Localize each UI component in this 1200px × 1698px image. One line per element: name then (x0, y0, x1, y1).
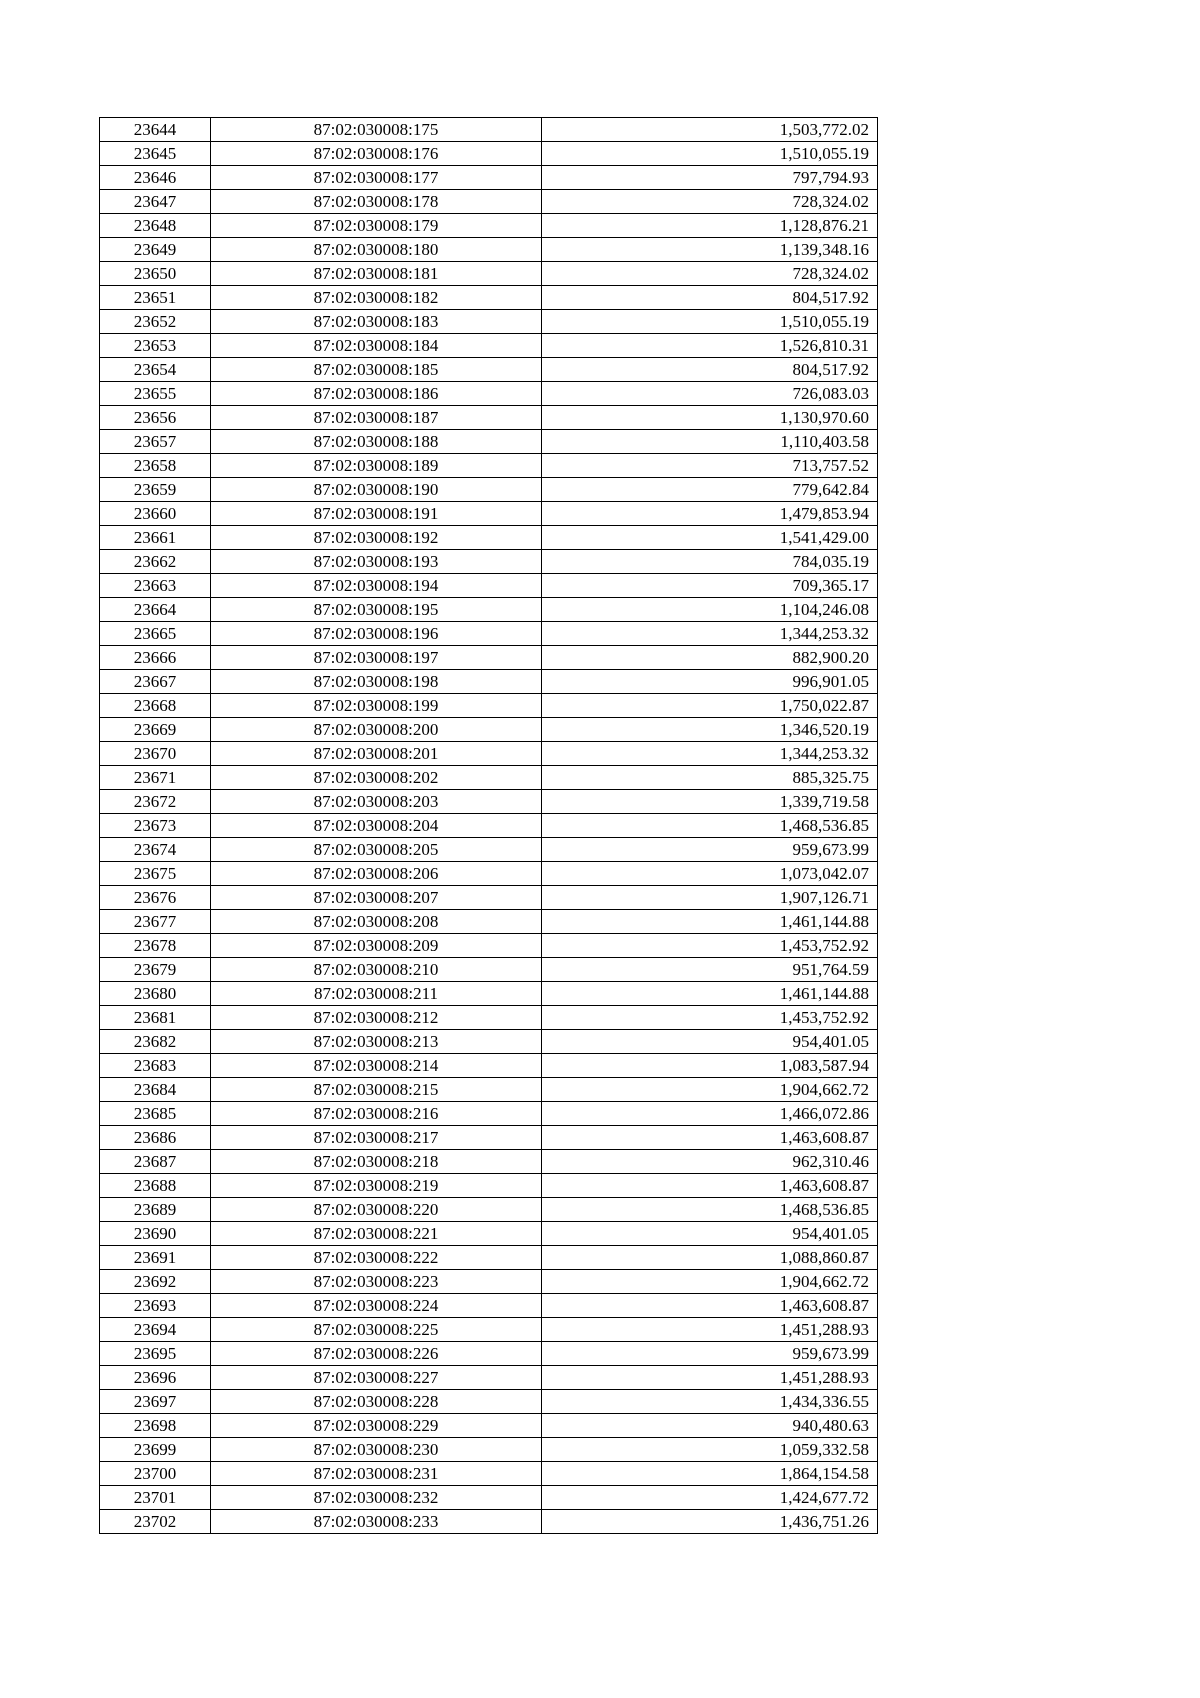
cadastral-number-cell: 87:02:030008:227 (211, 1366, 542, 1390)
row-number-cell: 23661 (100, 526, 211, 550)
table-row (100, 382, 878, 406)
row-number-cell: 23649 (100, 238, 211, 262)
table-row (100, 742, 878, 766)
cadastral-number-cell: 87:02:030008:187 (211, 406, 542, 430)
cadastral-number-cell: 87:02:030008:225 (211, 1318, 542, 1342)
table-row (100, 910, 878, 934)
cadastral-number-cell: 87:02:030008:178 (211, 190, 542, 214)
table-body (100, 118, 878, 1534)
table-row (100, 502, 878, 526)
row-number-cell: 23681 (100, 1006, 211, 1030)
value-cell: 1,541,429.00 (542, 526, 878, 550)
value-cell: 1,436,751.26 (542, 1510, 878, 1534)
cadastral-number-cell: 87:02:030008:198 (211, 670, 542, 694)
table-row (100, 1318, 878, 1342)
table-row (100, 1462, 878, 1486)
cadastral-number-cell: 87:02:030008:195 (211, 598, 542, 622)
table-row (100, 358, 878, 382)
row-number-cell: 23659 (100, 478, 211, 502)
value-cell: 709,365.17 (542, 574, 878, 598)
table-row (100, 1150, 878, 1174)
cadastral-number-cell: 87:02:030008:175 (211, 118, 542, 142)
row-number-cell: 23655 (100, 382, 211, 406)
value-cell: 1,479,853.94 (542, 502, 878, 526)
table-row (100, 934, 878, 958)
table-row (100, 982, 878, 1006)
cadastral-number-cell: 87:02:030008:220 (211, 1198, 542, 1222)
row-number-cell: 23657 (100, 430, 211, 454)
value-cell: 1,503,772.02 (542, 118, 878, 142)
row-number-cell: 23684 (100, 1078, 211, 1102)
row-number-cell: 23660 (100, 502, 211, 526)
row-number-cell: 23672 (100, 790, 211, 814)
row-number-cell: 23654 (100, 358, 211, 382)
value-cell: 1,104,246.08 (542, 598, 878, 622)
table-row (100, 1366, 878, 1390)
value-cell: 959,673.99 (542, 1342, 878, 1366)
row-number-cell: 23693 (100, 1294, 211, 1318)
cadastral-number-cell: 87:02:030008:194 (211, 574, 542, 598)
value-cell: 804,517.92 (542, 358, 878, 382)
table-row (100, 1222, 878, 1246)
row-number-cell: 23666 (100, 646, 211, 670)
value-cell: 1,526,810.31 (542, 334, 878, 358)
value-cell: 1,451,288.93 (542, 1318, 878, 1342)
table-row (100, 214, 878, 238)
row-number-cell: 23648 (100, 214, 211, 238)
table-row (100, 1078, 878, 1102)
value-cell: 1,461,144.88 (542, 982, 878, 1006)
row-number-cell: 23677 (100, 910, 211, 934)
row-number-cell: 23669 (100, 718, 211, 742)
row-number-cell: 23663 (100, 574, 211, 598)
cadastral-number-cell: 87:02:030008:189 (211, 454, 542, 478)
table-row (100, 550, 878, 574)
row-number-cell: 23691 (100, 1246, 211, 1270)
cadastral-number-cell: 87:02:030008:229 (211, 1414, 542, 1438)
value-cell: 1,344,253.32 (542, 622, 878, 646)
value-cell: 1,510,055.19 (542, 310, 878, 334)
row-number-cell: 23650 (100, 262, 211, 286)
row-number-cell: 23647 (100, 190, 211, 214)
cadastral-number-cell: 87:02:030008:202 (211, 766, 542, 790)
table-row (100, 1198, 878, 1222)
table-row (100, 334, 878, 358)
table-row (100, 1342, 878, 1366)
value-cell: 940,480.63 (542, 1414, 878, 1438)
cadastral-number-cell: 87:02:030008:200 (211, 718, 542, 742)
cadastral-number-cell: 87:02:030008:217 (211, 1126, 542, 1150)
value-cell: 797,794.93 (542, 166, 878, 190)
value-cell: 1,463,608.87 (542, 1294, 878, 1318)
value-cell: 885,325.75 (542, 766, 878, 790)
value-cell: 1,466,072.86 (542, 1102, 878, 1126)
row-number-cell: 23699 (100, 1438, 211, 1462)
table-row (100, 1390, 878, 1414)
row-number-cell: 23676 (100, 886, 211, 910)
value-cell: 1,461,144.88 (542, 910, 878, 934)
row-number-cell: 23667 (100, 670, 211, 694)
cadastral-number-cell: 87:02:030008:230 (211, 1438, 542, 1462)
cadastral-number-cell: 87:02:030008:231 (211, 1462, 542, 1486)
cadastral-number-cell: 87:02:030008:212 (211, 1006, 542, 1030)
cadastral-number-cell: 87:02:030008:209 (211, 934, 542, 958)
table-row (100, 766, 878, 790)
table-row (100, 310, 878, 334)
cadastral-number-cell: 87:02:030008:213 (211, 1030, 542, 1054)
table-row (100, 1246, 878, 1270)
value-cell: 882,900.20 (542, 646, 878, 670)
table-row (100, 1486, 878, 1510)
table-row (100, 886, 878, 910)
value-cell: 1,434,336.55 (542, 1390, 878, 1414)
table-row (100, 838, 878, 862)
cadastral-number-cell: 87:02:030008:183 (211, 310, 542, 334)
value-cell: 1,083,587.94 (542, 1054, 878, 1078)
value-cell: 779,642.84 (542, 478, 878, 502)
cadastral-number-cell: 87:02:030008:221 (211, 1222, 542, 1246)
table-row (100, 1174, 878, 1198)
table-row (100, 286, 878, 310)
value-cell: 996,901.05 (542, 670, 878, 694)
cadastral-number-cell: 87:02:030008:197 (211, 646, 542, 670)
value-cell: 726,083.03 (542, 382, 878, 406)
row-number-cell: 23674 (100, 838, 211, 862)
table-row (100, 862, 878, 886)
row-number-cell: 23702 (100, 1510, 211, 1534)
value-cell: 1,453,752.92 (542, 1006, 878, 1030)
row-number-cell: 23696 (100, 1366, 211, 1390)
table-row (100, 790, 878, 814)
table-row (100, 1030, 878, 1054)
row-number-cell: 23690 (100, 1222, 211, 1246)
table-row (100, 694, 878, 718)
data-table (99, 117, 878, 1534)
value-cell: 1,904,662.72 (542, 1270, 878, 1294)
cadastral-number-cell: 87:02:030008:232 (211, 1486, 542, 1510)
cadastral-number-cell: 87:02:030008:199 (211, 694, 542, 718)
value-cell: 1,088,860.87 (542, 1246, 878, 1270)
cadastral-number-cell: 87:02:030008:211 (211, 982, 542, 1006)
table-row (100, 1438, 878, 1462)
cadastral-number-cell: 87:02:030008:188 (211, 430, 542, 454)
row-number-cell: 23687 (100, 1150, 211, 1174)
cadastral-number-cell: 87:02:030008:176 (211, 142, 542, 166)
table-row (100, 118, 878, 142)
row-number-cell: 23689 (100, 1198, 211, 1222)
row-number-cell: 23671 (100, 766, 211, 790)
row-number-cell: 23656 (100, 406, 211, 430)
cadastral-number-cell: 87:02:030008:203 (211, 790, 542, 814)
table-row (100, 526, 878, 550)
cadastral-number-cell: 87:02:030008:193 (211, 550, 542, 574)
value-cell: 1,463,608.87 (542, 1126, 878, 1150)
cadastral-number-cell: 87:02:030008:182 (211, 286, 542, 310)
cadastral-number-cell: 87:02:030008:208 (211, 910, 542, 934)
row-number-cell: 23675 (100, 862, 211, 886)
table-row (100, 958, 878, 982)
table-row (100, 718, 878, 742)
row-number-cell: 23673 (100, 814, 211, 838)
table-row (100, 238, 878, 262)
cadastral-number-cell: 87:02:030008:219 (211, 1174, 542, 1198)
row-number-cell: 23694 (100, 1318, 211, 1342)
value-cell: 1,346,520.19 (542, 718, 878, 742)
value-cell: 1,139,348.16 (542, 238, 878, 262)
value-cell: 1,130,970.60 (542, 406, 878, 430)
row-number-cell: 23698 (100, 1414, 211, 1438)
value-cell: 1,424,677.72 (542, 1486, 878, 1510)
row-number-cell: 23665 (100, 622, 211, 646)
cadastral-number-cell: 87:02:030008:192 (211, 526, 542, 550)
table-row (100, 262, 878, 286)
cadastral-number-cell: 87:02:030008:184 (211, 334, 542, 358)
row-number-cell: 23664 (100, 598, 211, 622)
value-cell: 959,673.99 (542, 838, 878, 862)
value-cell: 1,463,608.87 (542, 1174, 878, 1198)
cadastral-number-cell: 87:02:030008:222 (211, 1246, 542, 1270)
cadastral-number-cell: 87:02:030008:206 (211, 862, 542, 886)
cadastral-number-cell: 87:02:030008:191 (211, 502, 542, 526)
table-row (100, 1006, 878, 1030)
table-row (100, 166, 878, 190)
cadastral-number-cell: 87:02:030008:185 (211, 358, 542, 382)
cadastral-number-cell: 87:02:030008:215 (211, 1078, 542, 1102)
cadastral-number-cell: 87:02:030008:224 (211, 1294, 542, 1318)
value-cell: 1,904,662.72 (542, 1078, 878, 1102)
table-row (100, 1102, 878, 1126)
cadastral-number-cell: 87:02:030008:223 (211, 1270, 542, 1294)
table-row (100, 622, 878, 646)
row-number-cell: 23680 (100, 982, 211, 1006)
row-number-cell: 23670 (100, 742, 211, 766)
row-number-cell: 23688 (100, 1174, 211, 1198)
cadastral-number-cell: 87:02:030008:181 (211, 262, 542, 286)
cadastral-number-cell: 87:02:030008:177 (211, 166, 542, 190)
value-cell: 1,510,055.19 (542, 142, 878, 166)
row-number-cell: 23645 (100, 142, 211, 166)
value-cell: 728,324.02 (542, 262, 878, 286)
row-number-cell: 23652 (100, 310, 211, 334)
value-cell: 784,035.19 (542, 550, 878, 574)
value-cell: 1,864,154.58 (542, 1462, 878, 1486)
row-number-cell: 23686 (100, 1126, 211, 1150)
value-cell: 962,310.46 (542, 1150, 878, 1174)
row-number-cell: 23646 (100, 166, 211, 190)
table-row (100, 1510, 878, 1534)
row-number-cell: 23692 (100, 1270, 211, 1294)
cadastral-number-cell: 87:02:030008:179 (211, 214, 542, 238)
row-number-cell: 23662 (100, 550, 211, 574)
cadastral-number-cell: 87:02:030008:196 (211, 622, 542, 646)
row-number-cell: 23668 (100, 694, 211, 718)
cadastral-number-cell: 87:02:030008:214 (211, 1054, 542, 1078)
row-number-cell: 23701 (100, 1486, 211, 1510)
table-row (100, 1126, 878, 1150)
row-number-cell: 23697 (100, 1390, 211, 1414)
value-cell: 1,468,536.85 (542, 1198, 878, 1222)
table-row (100, 142, 878, 166)
value-cell: 713,757.52 (542, 454, 878, 478)
value-cell: 1,907,126.71 (542, 886, 878, 910)
cadastral-number-cell: 87:02:030008:233 (211, 1510, 542, 1534)
cadastral-number-cell: 87:02:030008:201 (211, 742, 542, 766)
row-number-cell: 23685 (100, 1102, 211, 1126)
cadastral-number-cell: 87:02:030008:190 (211, 478, 542, 502)
cadastral-number-cell: 87:02:030008:228 (211, 1390, 542, 1414)
row-number-cell: 23683 (100, 1054, 211, 1078)
value-cell: 1,453,752.92 (542, 934, 878, 958)
row-number-cell: 23695 (100, 1342, 211, 1366)
value-cell: 804,517.92 (542, 286, 878, 310)
value-cell: 1,468,536.85 (542, 814, 878, 838)
value-cell: 954,401.05 (542, 1030, 878, 1054)
value-cell: 1,339,719.58 (542, 790, 878, 814)
value-cell: 951,764.59 (542, 958, 878, 982)
row-number-cell: 23679 (100, 958, 211, 982)
table-row (100, 1270, 878, 1294)
value-cell: 1,750,022.87 (542, 694, 878, 718)
table-row (100, 190, 878, 214)
row-number-cell: 23682 (100, 1030, 211, 1054)
row-number-cell: 23658 (100, 454, 211, 478)
cadastral-number-cell: 87:02:030008:226 (211, 1342, 542, 1366)
cadastral-number-cell: 87:02:030008:216 (211, 1102, 542, 1126)
value-cell: 1,128,876.21 (542, 214, 878, 238)
table-row (100, 574, 878, 598)
row-number-cell: 23700 (100, 1462, 211, 1486)
cadastral-number-cell: 87:02:030008:218 (211, 1150, 542, 1174)
table-row (100, 814, 878, 838)
table-row (100, 670, 878, 694)
table-row (100, 1294, 878, 1318)
value-cell: 1,073,042.07 (542, 862, 878, 886)
row-number-cell: 23651 (100, 286, 211, 310)
value-cell: 1,451,288.93 (542, 1366, 878, 1390)
cadastral-number-cell: 87:02:030008:210 (211, 958, 542, 982)
cadastral-number-cell: 87:02:030008:180 (211, 238, 542, 262)
table-row (100, 406, 878, 430)
table-row (100, 1054, 878, 1078)
cadastral-number-cell: 87:02:030008:204 (211, 814, 542, 838)
cadastral-number-cell: 87:02:030008:205 (211, 838, 542, 862)
value-cell: 1,059,332.58 (542, 1438, 878, 1462)
table-row (100, 646, 878, 670)
table-row (100, 454, 878, 478)
value-cell: 954,401.05 (542, 1222, 878, 1246)
cadastral-number-cell: 87:02:030008:207 (211, 886, 542, 910)
value-cell: 728,324.02 (542, 190, 878, 214)
value-cell: 1,344,253.32 (542, 742, 878, 766)
table-row (100, 598, 878, 622)
value-cell: 1,110,403.58 (542, 430, 878, 454)
row-number-cell: 23644 (100, 118, 211, 142)
row-number-cell: 23678 (100, 934, 211, 958)
table-row (100, 430, 878, 454)
table-row (100, 478, 878, 502)
row-number-cell: 23653 (100, 334, 211, 358)
table-row (100, 1414, 878, 1438)
cadastral-number-cell: 87:02:030008:186 (211, 382, 542, 406)
